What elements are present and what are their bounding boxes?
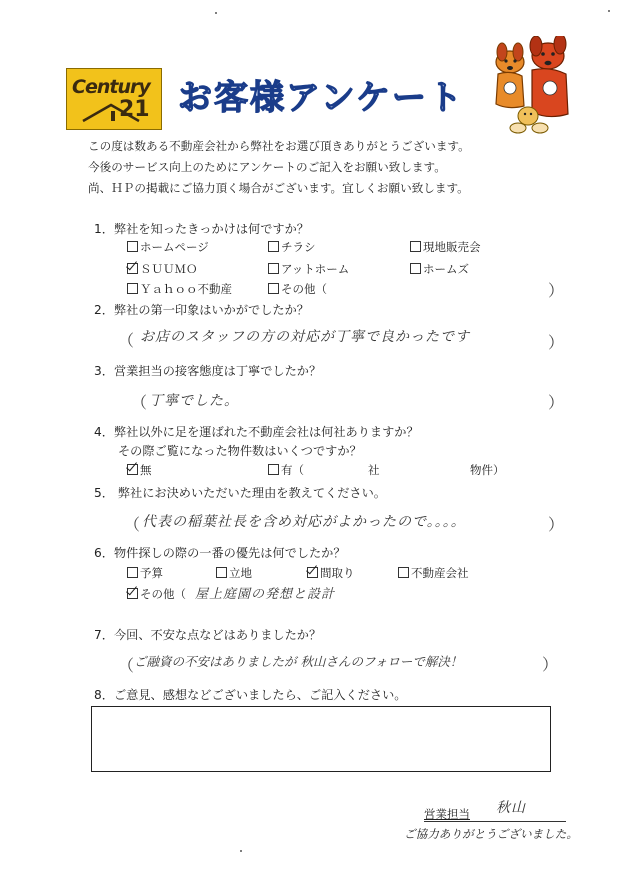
q8-label: 8．ご意見、感想などございましたら、ご記入ください。 (94, 688, 407, 702)
option-label: ＳＵＵＭＯ (140, 262, 198, 276)
q4-unit-property: 物件） (470, 463, 505, 477)
checkbox[interactable] (268, 241, 279, 252)
checkbox[interactable] (410, 241, 421, 252)
staff-label: 営業担当 (424, 807, 470, 821)
q7-label: 7．今回、不安な点などはありましたか？ (94, 628, 322, 642)
option-label: ホームズ (423, 262, 469, 276)
q4-sub-label: その際ご覧になった物件数はいくつですか？ (118, 444, 362, 458)
q5-label: 5． 弊社にお決めいただいた理由を教えてください。 (94, 486, 386, 500)
checkbox[interactable] (127, 283, 138, 294)
q1-option-homepage[interactable] (127, 239, 209, 255)
option-label: アットホーム (281, 262, 350, 276)
q5-answer[interactable]: 代表の稲葉社長を含め対応がよかったので。。。。 (142, 514, 466, 530)
logo-text: Century (72, 76, 150, 98)
option-label: Ｙａｈｏｏ不動産 (140, 282, 232, 296)
q7-close-paren: ） (542, 655, 559, 674)
q8-comment-box[interactable] (91, 706, 551, 772)
q1-option-yahoo[interactable] (127, 281, 232, 297)
q1-option-open-house[interactable] (410, 239, 481, 255)
q5-close-paren: ） (548, 515, 565, 534)
q2-open-paren: （ (118, 331, 135, 350)
q7-open-paren: （ (118, 656, 135, 675)
option-label: 現地販売会 (423, 240, 481, 254)
q2-label: 2．弊社の第一印象はいかがでしたか？ (94, 303, 309, 317)
q1-close-paren: ） (548, 281, 565, 300)
scan-speck (215, 12, 217, 14)
option-label: 無 (140, 463, 152, 477)
q4-label: 4．弊社以外に足を運ばれた不動産会社は何社ありますか？ (94, 425, 419, 439)
checkbox[interactable] (127, 567, 138, 578)
checkbox-checked[interactable] (127, 263, 138, 274)
q3-answer[interactable]: 丁寧でした。 (149, 393, 239, 409)
q1-label: 1．弊社を知ったきっかけは何ですか？ (94, 222, 309, 236)
q4-unit-company: 社 (368, 463, 380, 477)
q5-open-paren: （ (124, 515, 141, 534)
page-title: お客様アンケート (178, 78, 464, 118)
century21-logo (66, 68, 162, 130)
logo-21: 21 (119, 97, 150, 122)
option-label: ホームページ (140, 240, 209, 254)
q6-option-agency[interactable] (398, 565, 469, 581)
checkbox-checked[interactable] (307, 567, 318, 578)
checkbox[interactable] (410, 263, 421, 274)
intro-line-1: この度は数ある不動産会社から弊社をお選び頂きありがとうございます。 (88, 139, 470, 153)
checkbox[interactable] (398, 567, 409, 578)
option-label: 間取り (320, 566, 355, 580)
option-label: チラシ (281, 240, 316, 254)
q6-option-budget[interactable] (127, 565, 163, 581)
q1-option-homes[interactable] (410, 261, 469, 277)
option-label: 予算 (140, 566, 163, 580)
q6-label: 6．物件探しの際の一番の優先は何でしたか？ (94, 546, 346, 560)
intro-line-3: 尚、ＨＰの掲載にご協力頂く場合がございます。宜しくお願い致します。 (88, 181, 469, 195)
checkbox[interactable] (127, 241, 138, 252)
option-label: 立地 (229, 566, 252, 580)
option-label: 有（ (281, 463, 304, 477)
q1-option-flyer[interactable] (268, 239, 316, 255)
q1-option-athome[interactable] (268, 261, 349, 277)
checkbox[interactable] (216, 567, 227, 578)
checkbox[interactable] (268, 283, 279, 294)
q1-option-suumo[interactable] (127, 261, 198, 277)
checkbox[interactable] (268, 263, 279, 274)
staff-name[interactable]: 秋山 (496, 800, 526, 816)
q3-open-paren: （ (131, 393, 148, 412)
q6-option-floorplan[interactable] (307, 565, 355, 581)
scan-speck (608, 10, 610, 12)
thanks-text: ご協力ありがとうございました。 (404, 827, 578, 841)
q2-answer[interactable]: お店のスタッフの方の対応が丁寧で良かったです (140, 329, 470, 345)
q4-option-none[interactable] (127, 462, 152, 478)
option-label: 不動産会社 (411, 566, 469, 580)
q2-close-paren: ） (548, 333, 565, 352)
option-label: その他（ (281, 282, 327, 296)
q3-close-paren: ） (548, 393, 565, 412)
q7-answer[interactable]: ご融資の不安はありましたが 秋山さんのフォローで解決！ (134, 654, 463, 669)
q1-option-other[interactable] (268, 281, 327, 297)
intro-line-2: 今後のサービス向上のためにアンケートのご記入をお願い致します。 (88, 160, 446, 174)
checkbox[interactable] (268, 464, 279, 475)
q6-other-answer[interactable]: 屋上庭園の発想と設計 (195, 587, 336, 602)
option-label: その他（ (140, 587, 186, 601)
q4-option-yes[interactable] (268, 462, 304, 478)
staff-underline (424, 821, 566, 822)
q6-option-other[interactable] (127, 586, 186, 602)
checkbox-checked[interactable] (127, 464, 138, 475)
q6-option-location[interactable] (216, 565, 252, 581)
q3-label: 3．営業担当の接客態度は丁寧でしたか？ (94, 364, 322, 378)
scan-speck (240, 850, 242, 852)
checkbox-checked[interactable] (127, 588, 138, 599)
mascot-dogs-illustration (488, 36, 572, 136)
